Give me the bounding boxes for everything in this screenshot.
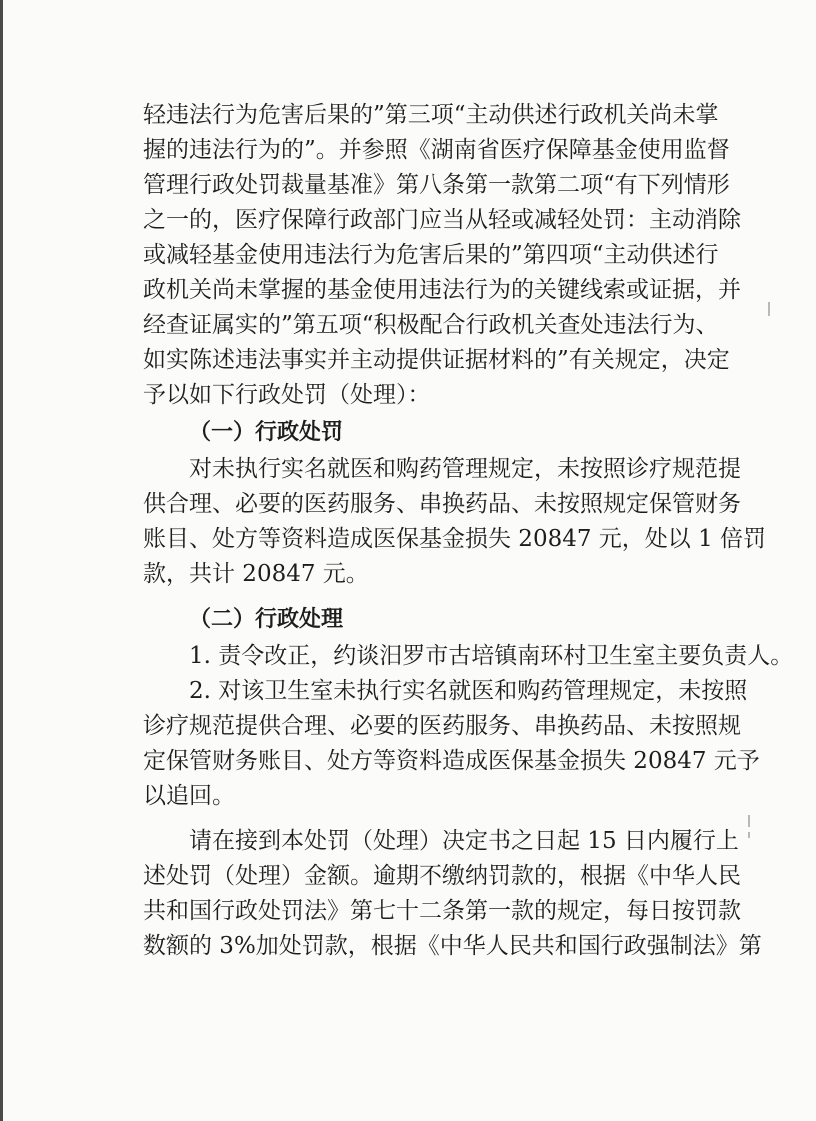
text-line: 经查证属实的”第五项“积极配合行政机关查处违法行为、 [143, 312, 719, 338]
text-line: 2. 对该卫生室未执行实名就医和购药管理规定，未按照 [189, 678, 748, 704]
text-line: 管理行政处罚裁量基准》第八条第一款第二项“有下列情形 [143, 172, 730, 198]
text-line: 账目、处方等资料造成医保基金损失 20847 元，处以 1 倍罚 [143, 526, 767, 552]
text-line: 定保管财务账目、处方等资料造成医保基金损失 20847 元予 [143, 748, 760, 774]
text-line: 述处罚（处理）金额。逾期不缴纳罚款的，根据《中华人民 [143, 863, 741, 889]
scan-edge-shadow [0, 0, 3, 1121]
text-line: 数额的 3%加处罚款，根据《中华人民共和国行政强制法》第 [143, 933, 762, 959]
text-line: 之一的，医疗保障行政部门应当从轻或减轻处罚：主动消除 [143, 207, 741, 233]
text-line: 握的违法行为的”。并参照《湖南省医疗保障基金使用监督 [143, 137, 730, 163]
text-line: 轻违法行为危害后果的”第三项“主动供述行政机关尚未掌 [143, 102, 719, 128]
text-line: 供合理、必要的医药服务、串换药品、未按照规定保管财务 [143, 491, 741, 517]
list-item-rectification: 1. 责令改正，约谈汨罗市古培镇南环村卫生室主要负责人。 [189, 643, 794, 669]
text-line: 款，共计 20847 元。 [143, 561, 369, 587]
scan-speck [768, 302, 770, 316]
text-line: 以追回。 [143, 783, 235, 809]
text-line: 予以如下行政处罚（处理）： [143, 382, 431, 408]
list-item-recovery [143, 674, 760, 814]
text-line: 如实陈述违法事实并主动提供证据材料的”有关规定，决定 [143, 347, 730, 373]
text-line: 对未执行实名就医和购药管理规定，未按照诊疗规范提 [189, 456, 741, 482]
text-line: 或减轻基金使用违法行为危害后果的”第四项“主动供述行 [143, 242, 719, 268]
scan-speck [748, 832, 750, 838]
paragraph-penalty-basis [143, 98, 741, 413]
paragraph-penalty [143, 452, 767, 592]
section-heading-administrative-handling: （二）行政处理 [189, 607, 344, 632]
text-line: 请在接到本处罚（处理）决定书之日起 15 日内履行上 [189, 828, 739, 854]
text-line: 诊疗规范提供合理、必要的医药服务、串换药品、未按照规 [143, 713, 741, 739]
document-body [143, 98, 794, 964]
text-line: 政机关尚未掌握的基金使用违法行为的关键线索或证据，并 [143, 277, 741, 303]
paragraph-payment-deadline [143, 824, 762, 964]
scan-speck [748, 815, 750, 827]
section-heading-administrative-penalty: （一）行政处罚 [189, 420, 344, 445]
text-line: 共和国行政处罚法》第七十二条第一款的规定，每日按罚款 [143, 898, 741, 924]
